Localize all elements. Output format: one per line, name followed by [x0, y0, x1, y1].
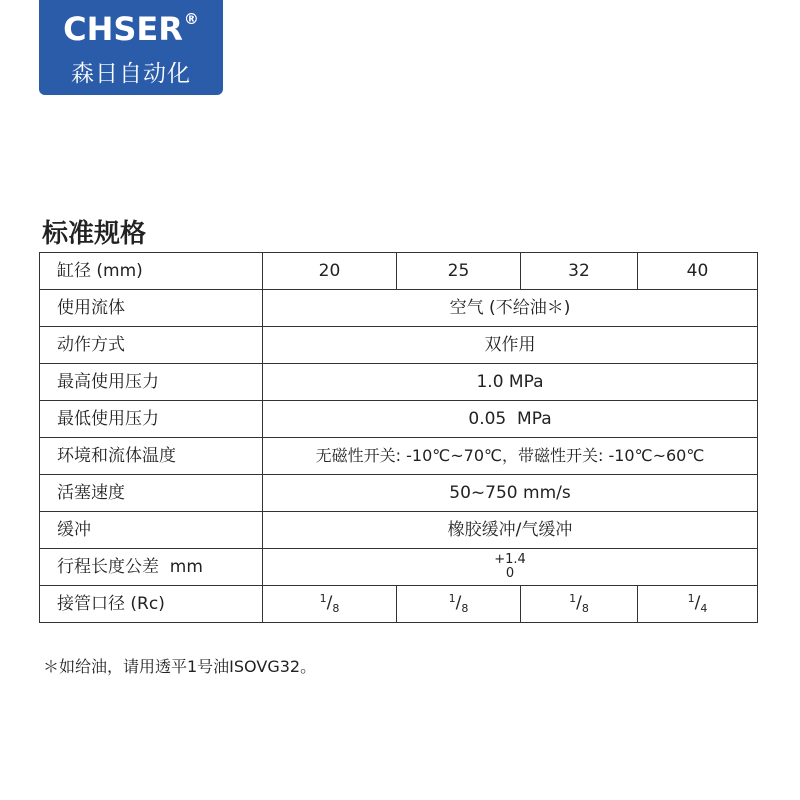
- row-label: 接管口径 (Rc): [40, 586, 263, 623]
- table-row-bore: [40, 253, 758, 290]
- port-value: $^1/_8$: [397, 586, 521, 623]
- action-value: 双作用: [263, 327, 758, 364]
- port-value: $^1/_8$: [521, 586, 638, 623]
- row-label: 环境和流体温度: [40, 438, 263, 475]
- tolerance-lower: 0: [505, 566, 515, 581]
- table-row-stroke-tolerance: [40, 549, 758, 586]
- table-row-min-pressure: [40, 401, 758, 438]
- brand-name: CHSER®: [63, 10, 199, 48]
- row-label: 活塞速度: [40, 475, 263, 512]
- fluid-value: 空气 (不给油＊): [263, 290, 758, 327]
- section-title: 标准规格: [42, 219, 147, 249]
- row-label: 使用流体: [40, 290, 263, 327]
- bore-value: 32: [521, 253, 638, 290]
- table-row-action: [40, 327, 758, 364]
- brand-logo: [39, 0, 223, 95]
- port-value: $^1/_4$: [638, 586, 758, 623]
- temperature-value: 无磁性开关: -10℃~70℃，带磁性开关: -10℃~60℃: [263, 438, 758, 475]
- row-label: 最低使用压力: [40, 401, 263, 438]
- bore-value: 20: [263, 253, 397, 290]
- footnote: ＊如给油，请用透平1号油ISOVG32。: [43, 657, 317, 676]
- tolerance-stack: [494, 553, 526, 581]
- stroke-tolerance-value: [263, 549, 758, 586]
- spec-table: [39, 252, 758, 623]
- table-row-fluid: [40, 290, 758, 327]
- tolerance-upper: +1.4: [494, 552, 526, 567]
- speed-value: 50~750 mm/s: [263, 475, 758, 512]
- registered-mark: ®: [183, 10, 199, 28]
- row-label: 缓冲: [40, 512, 263, 549]
- table-row-max-pressure: [40, 364, 758, 401]
- table-row-temperature: [40, 438, 758, 475]
- table-row-speed: [40, 475, 758, 512]
- company-name: 森日自动化: [71, 61, 191, 87]
- cushion-value: 橡胶缓冲/气缓冲: [263, 512, 758, 549]
- bore-value: 25: [397, 253, 521, 290]
- row-label: 缸径 (mm): [40, 253, 263, 290]
- min-pressure-value: 0.05 MPa: [263, 401, 758, 438]
- row-label: 行程长度公差 mm: [40, 549, 263, 586]
- table-row-cushion: [40, 512, 758, 549]
- table-row-port: [40, 586, 758, 623]
- bore-value: 40: [638, 253, 758, 290]
- port-value: $^1/_8$: [263, 586, 397, 623]
- max-pressure-value: 1.0 MPa: [263, 364, 758, 401]
- row-label: 动作方式: [40, 327, 263, 364]
- row-label: 最高使用压力: [40, 364, 263, 401]
